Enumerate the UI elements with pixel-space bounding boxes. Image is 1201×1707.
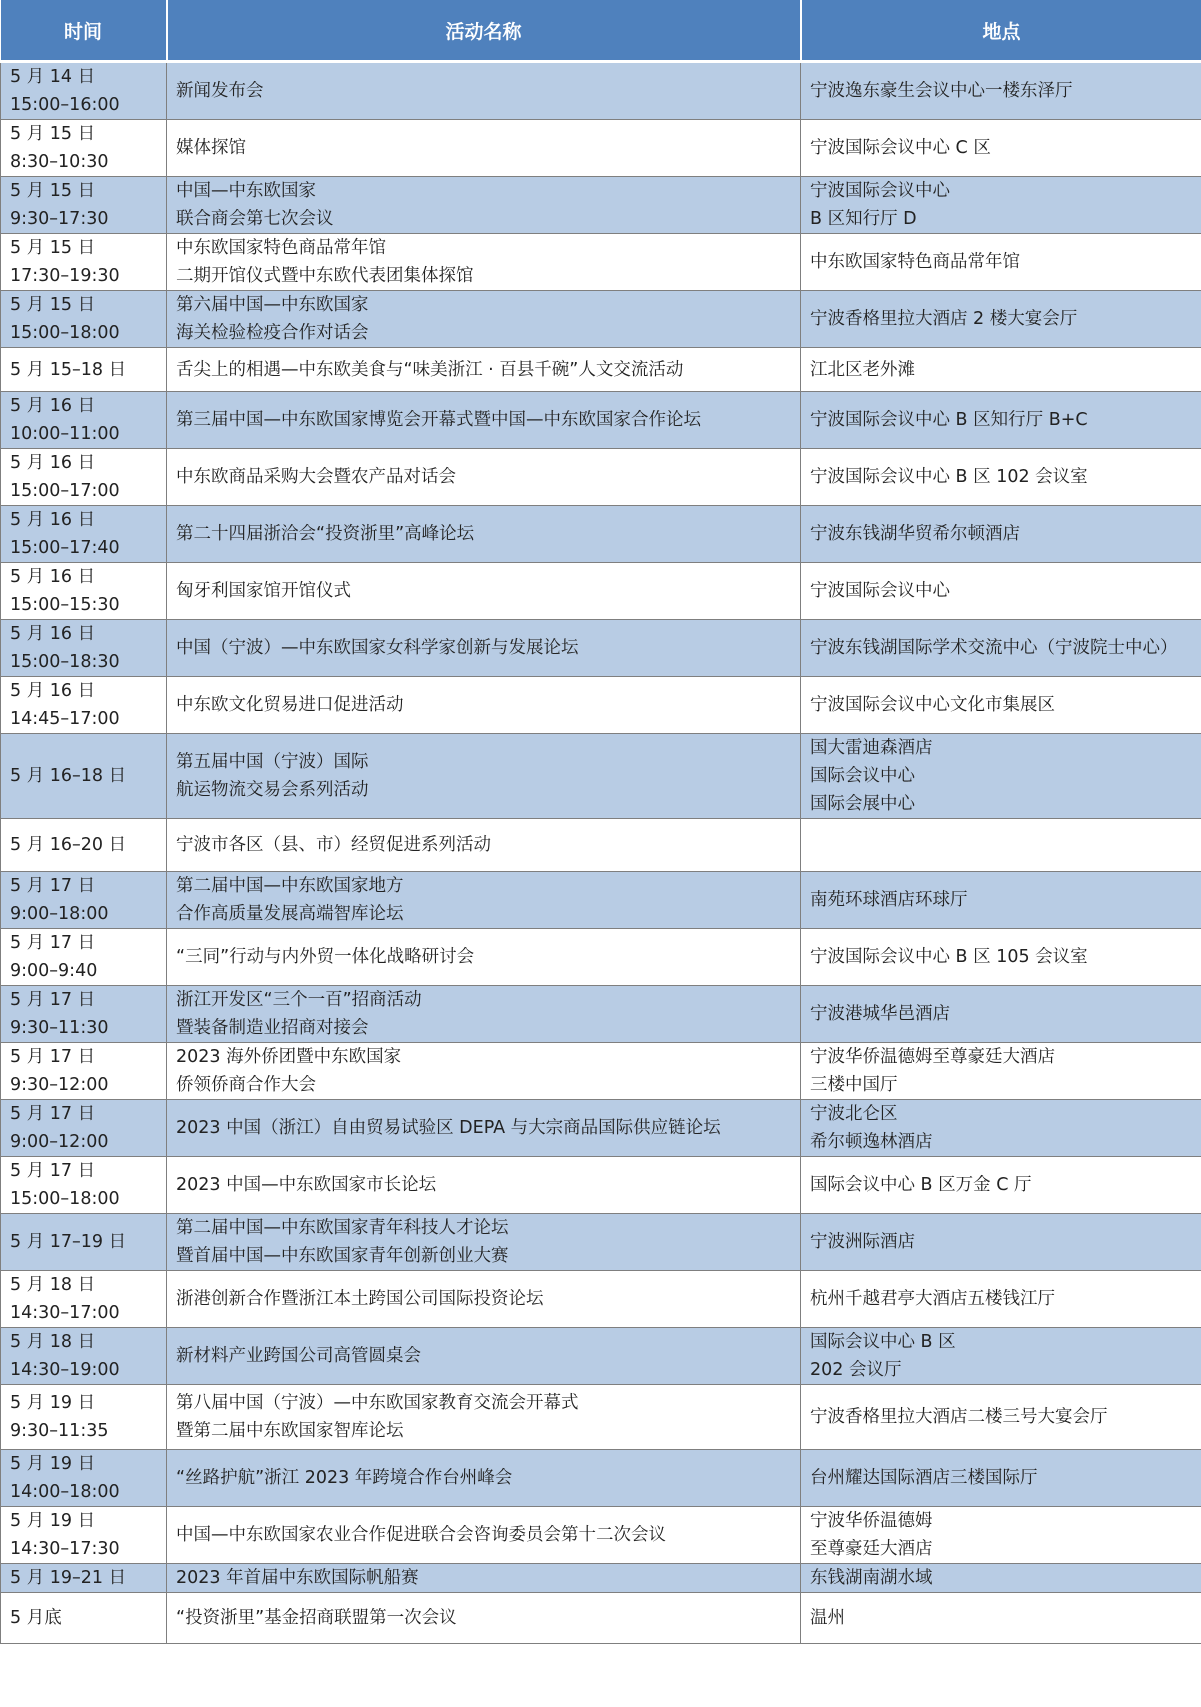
cell-time: 5 月 15 日 9:30–17:30 [1, 177, 167, 234]
cell-location: 南苑环球酒店环球厅 [801, 872, 1201, 929]
cell-location: 宁波国际会议中心 [801, 563, 1201, 620]
cell-time: 5 月 15–18 日 [1, 348, 167, 392]
cell-event-name: 第二届中国—中东欧国家地方 合作高质量发展高端智库论坛 [167, 872, 801, 929]
cell-time: 5 月 17–19 日 [1, 1214, 167, 1271]
cell-location: 宁波国际会议中心 B 区 105 会议室 [801, 929, 1201, 986]
cell-event-name: 第八届中国（宁波）—中东欧国家教育交流会开幕式 暨第二届中东欧国家智库论坛 [167, 1385, 801, 1450]
table-row [1, 234, 1201, 291]
header-event-name: 活动名称 [167, 0, 801, 62]
cell-location: 宁波国际会议中心 C 区 [801, 120, 1201, 177]
cell-time: 5 月 17 日 15:00–18:00 [1, 1157, 167, 1214]
cell-event-name: 第六届中国—中东欧国家 海关检验检疫合作对话会 [167, 291, 801, 348]
cell-event-name: 媒体探馆 [167, 120, 801, 177]
cell-location: 宁波国际会议中心 B 区知行厅 D [801, 177, 1201, 234]
cell-location: 宁波洲际酒店 [801, 1214, 1201, 1271]
cell-event-name: 2023 中国—中东欧国家市长论坛 [167, 1157, 801, 1214]
cell-event-name: 2023 年首届中东欧国际帆船赛 [167, 1564, 801, 1593]
cell-location: 国际会议中心 B 区 202 会议厅 [801, 1328, 1201, 1385]
table-row [1, 449, 1201, 506]
cell-time: 5 月 16 日 10:00–11:00 [1, 392, 167, 449]
cell-time: 5 月 14 日 15:00–16:00 [1, 62, 167, 120]
table-row [1, 819, 1201, 872]
cell-location: 宁波香格里拉大酒店二楼三号大宴会厅 [801, 1385, 1201, 1450]
table-row [1, 1593, 1201, 1644]
cell-location: 宁波华侨温德姆 至尊豪廷大酒店 [801, 1507, 1201, 1564]
cell-location: 宁波北仑区 希尔顿逸林酒店 [801, 1100, 1201, 1157]
cell-location: 宁波东钱湖华贸希尔顿酒店 [801, 506, 1201, 563]
cell-time: 5 月 19 日 9:30–11:35 [1, 1385, 167, 1450]
cell-event-name: 匈牙利国家馆开馆仪式 [167, 563, 801, 620]
table-row [1, 677, 1201, 734]
cell-time: 5 月 17 日 9:00–12:00 [1, 1100, 167, 1157]
cell-event-name: 舌尖上的相遇—中东欧美食与“味美浙江 · 百县千碗”人文交流活动 [167, 348, 801, 392]
cell-location: 台州耀达国际酒店三楼国际厅 [801, 1450, 1201, 1507]
table-row [1, 1271, 1201, 1328]
cell-time: 5 月 16 日 15:00–15:30 [1, 563, 167, 620]
cell-event-name: 2023 海外侨团暨中东欧国家 侨领侨商合作大会 [167, 1043, 801, 1100]
cell-time: 5 月 17 日 9:00–18:00 [1, 872, 167, 929]
cell-time: 5 月 16–18 日 [1, 734, 167, 819]
table-row [1, 1507, 1201, 1564]
cell-time: 5 月 18 日 14:30–17:00 [1, 1271, 167, 1328]
cell-time: 5 月 15 日 8:30–10:30 [1, 120, 167, 177]
table-row [1, 1564, 1201, 1593]
table-row [1, 120, 1201, 177]
cell-time: 5 月 17 日 9:30–11:30 [1, 986, 167, 1043]
cell-location: 宁波东钱湖国际学术交流中心（宁波院士中心） [801, 620, 1201, 677]
table-row [1, 986, 1201, 1043]
table-row [1, 392, 1201, 449]
cell-location: 东钱湖南湖水域 [801, 1564, 1201, 1593]
table-row [1, 1385, 1201, 1450]
cell-time: 5 月 15 日 17:30–19:30 [1, 234, 167, 291]
cell-time: 5 月 19 日 14:00–18:00 [1, 1450, 167, 1507]
table-row [1, 506, 1201, 563]
cell-location [801, 819, 1201, 872]
cell-event-name: 新闻发布会 [167, 62, 801, 120]
cell-event-name: 中东欧国家特色商品常年馆 二期开馆仪式暨中东欧代表团集体探馆 [167, 234, 801, 291]
cell-event-name: 中国（宁波）—中东欧国家女科学家创新与发展论坛 [167, 620, 801, 677]
table-row [1, 62, 1201, 120]
cell-location: 江北区老外滩 [801, 348, 1201, 392]
cell-event-name: 浙港创新合作暨浙江本土跨国公司国际投资论坛 [167, 1271, 801, 1328]
table-row [1, 291, 1201, 348]
cell-event-name: “三同”行动与内外贸一体化战略研讨会 [167, 929, 801, 986]
cell-event-name: 第三届中国—中东欧国家博览会开幕式暨中国—中东欧国家合作论坛 [167, 392, 801, 449]
cell-location: 国际会议中心 B 区万金 C 厅 [801, 1157, 1201, 1214]
cell-event-name: 浙江开发区“三个一百”招商活动 暨装备制造业招商对接会 [167, 986, 801, 1043]
header-time: 时间 [1, 0, 167, 62]
table-row [1, 563, 1201, 620]
cell-event-name: 中国—中东欧国家 联合商会第七次会议 [167, 177, 801, 234]
cell-location: 宁波国际会议中心 B 区知行厅 B+C [801, 392, 1201, 449]
table-row [1, 1214, 1201, 1271]
cell-time: 5 月 19 日 14:30–17:30 [1, 1507, 167, 1564]
cell-location: 温州 [801, 1593, 1201, 1644]
cell-event-name: 第二十四届浙洽会“投资浙里”高峰论坛 [167, 506, 801, 563]
cell-location: 中东欧国家特色商品常年馆 [801, 234, 1201, 291]
cell-time: 5 月 17 日 9:00–9:40 [1, 929, 167, 986]
table-row [1, 929, 1201, 986]
cell-location: 国大雷迪森酒店 国际会议中心 国际会展中心 [801, 734, 1201, 819]
table-row [1, 348, 1201, 392]
cell-event-name: 第五届中国（宁波）国际 航运物流交易会系列活动 [167, 734, 801, 819]
cell-location: 宁波国际会议中心 B 区 102 会议室 [801, 449, 1201, 506]
cell-location: 杭州千越君亭大酒店五楼钱江厅 [801, 1271, 1201, 1328]
cell-event-name: 第二届中国—中东欧国家青年科技人才论坛 暨首届中国—中东欧国家青年创新创业大赛 [167, 1214, 801, 1271]
cell-time: 5 月底 [1, 1593, 167, 1644]
cell-event-name: 新材料产业跨国公司高管圆桌会 [167, 1328, 801, 1385]
cell-location: 宁波港城华邑酒店 [801, 986, 1201, 1043]
cell-location: 宁波香格里拉大酒店 2 楼大宴会厅 [801, 291, 1201, 348]
cell-location: 宁波国际会议中心文化市集展区 [801, 677, 1201, 734]
cell-time: 5 月 16 日 14:45–17:00 [1, 677, 167, 734]
cell-time: 5 月 16 日 15:00–17:40 [1, 506, 167, 563]
cell-time: 5 月 17 日 9:30–12:00 [1, 1043, 167, 1100]
table-row [1, 872, 1201, 929]
table-row [1, 1328, 1201, 1385]
cell-time: 5 月 15 日 15:00–18:00 [1, 291, 167, 348]
table-header-row [1, 0, 1201, 62]
table-row [1, 1043, 1201, 1100]
cell-time: 5 月 16 日 15:00–17:00 [1, 449, 167, 506]
header-location: 地点 [801, 0, 1201, 62]
cell-event-name: “投资浙里”基金招商联盟第一次会议 [167, 1593, 801, 1644]
cell-location: 宁波逸东豪生会议中心一楼东泽厅 [801, 62, 1201, 120]
table-row [1, 177, 1201, 234]
cell-event-name: 中东欧文化贸易进口促进活动 [167, 677, 801, 734]
table-row [1, 1450, 1201, 1507]
table-row [1, 734, 1201, 819]
cell-time: 5 月 19–21 日 [1, 1564, 167, 1593]
cell-time: 5 月 16 日 15:00–18:30 [1, 620, 167, 677]
cell-event-name: “丝路护航”浙江 2023 年跨境合作台州峰会 [167, 1450, 801, 1507]
cell-time: 5 月 18 日 14:30–19:00 [1, 1328, 167, 1385]
cell-event-name: 2023 中国（浙江）自由贸易试验区 DEPA 与大宗商品国际供应链论坛 [167, 1100, 801, 1157]
table-row [1, 1100, 1201, 1157]
cell-location: 宁波华侨温德姆至尊豪廷大酒店 三楼中国厅 [801, 1043, 1201, 1100]
table-row [1, 1157, 1201, 1214]
cell-event-name: 宁波市各区（县、市）经贸促进系列活动 [167, 819, 801, 872]
cell-event-name: 中国—中东欧国家农业合作促进联合会咨询委员会第十二次会议 [167, 1507, 801, 1564]
table-row [1, 620, 1201, 677]
cell-time: 5 月 16–20 日 [1, 819, 167, 872]
cell-event-name: 中东欧商品采购大会暨农产品对话会 [167, 449, 801, 506]
